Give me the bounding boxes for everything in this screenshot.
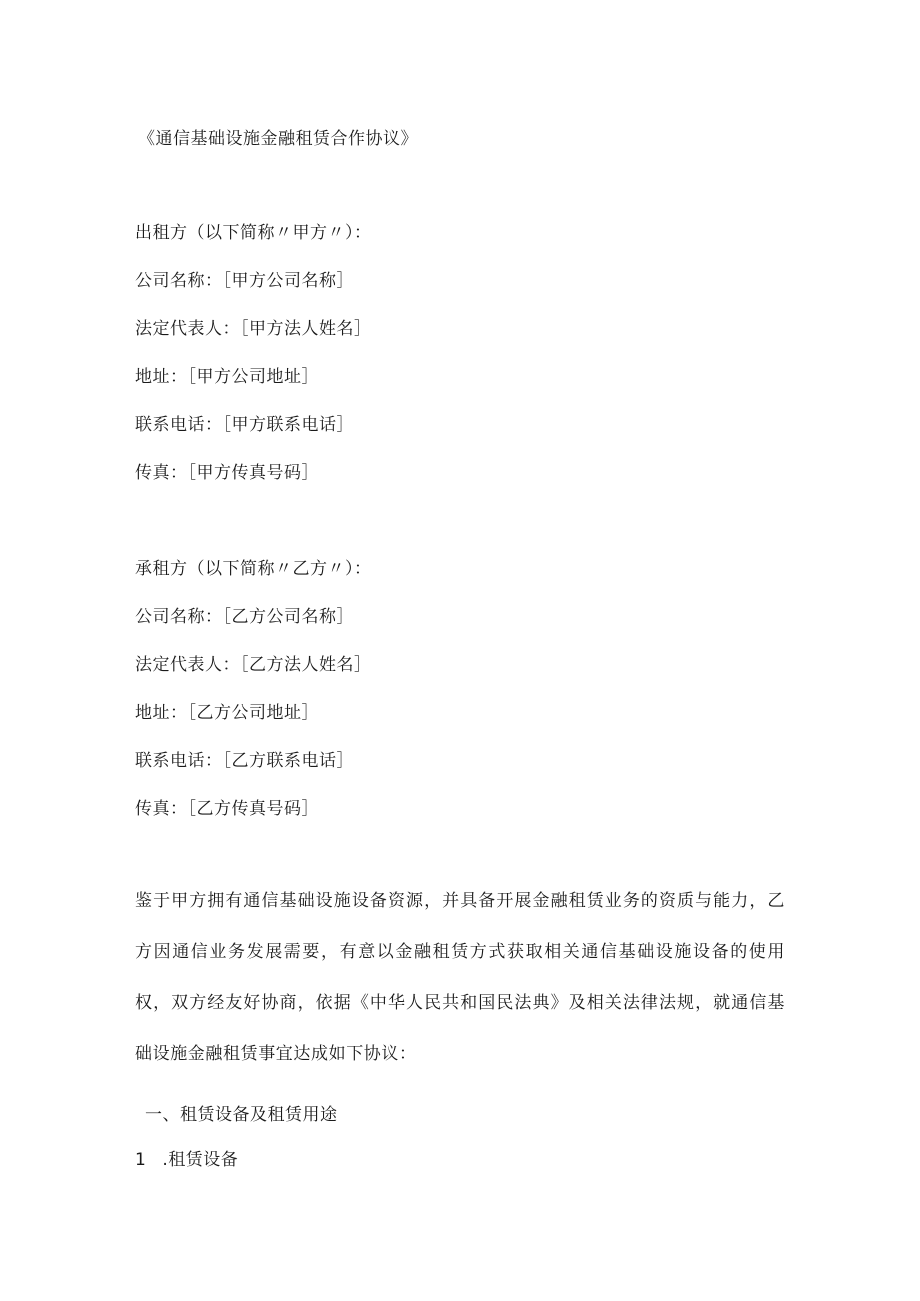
lessor-phone: 联系电话：［甲方联系电话］ (135, 415, 354, 435)
lessor-company: 公司名称：［甲方公司名称］ (135, 271, 354, 291)
item-number: 1 (135, 1150, 147, 1170)
preamble-paragraph: 鉴于甲方拥有通信基础设施设备资源，并具备开展金融租赁业务的资质与能力，乙方因通信业务发展需要，有意以金融租赁方式获取相关通信基础设施设备的使用权，双方经友好协商，依据《中华人民共和国民法典》及相关法律法规，就通信基础设施金融租赁事宜达成如下协议： (135, 891, 785, 1064)
document-title: 《通信基础设施金融租赁合作协议》 (138, 129, 418, 149)
lessee-representative: 法定代表人：［乙方法人姓名］ (135, 655, 372, 675)
lessee-company: 公司名称：［乙方公司名称］ (135, 607, 354, 627)
lessee-phone: 联系电话：［乙方联系电话］ (135, 751, 354, 771)
item-label: .租赁设备 (162, 1150, 239, 1170)
lessee-heading: 承租方（以下简称〃乙方〃）： (135, 559, 372, 579)
lessor-heading: 出租方（以下简称〃甲方〃）： (135, 223, 372, 243)
section-1-heading: 一、租赁设备及租赁用途 (145, 1105, 338, 1125)
lessor-fax: 传真：［甲方传真号码］ (135, 463, 319, 483)
section-1-item-1 (135, 1145, 238, 1170)
lessor-address: 地址：［甲方公司地址］ (135, 367, 319, 387)
lessor-representative: 法定代表人：［甲方法人姓名］ (135, 319, 372, 339)
lessee-fax: 传真：［乙方传真号码］ (135, 799, 319, 819)
lessee-address: 地址：［乙方公司地址］ (135, 703, 319, 723)
